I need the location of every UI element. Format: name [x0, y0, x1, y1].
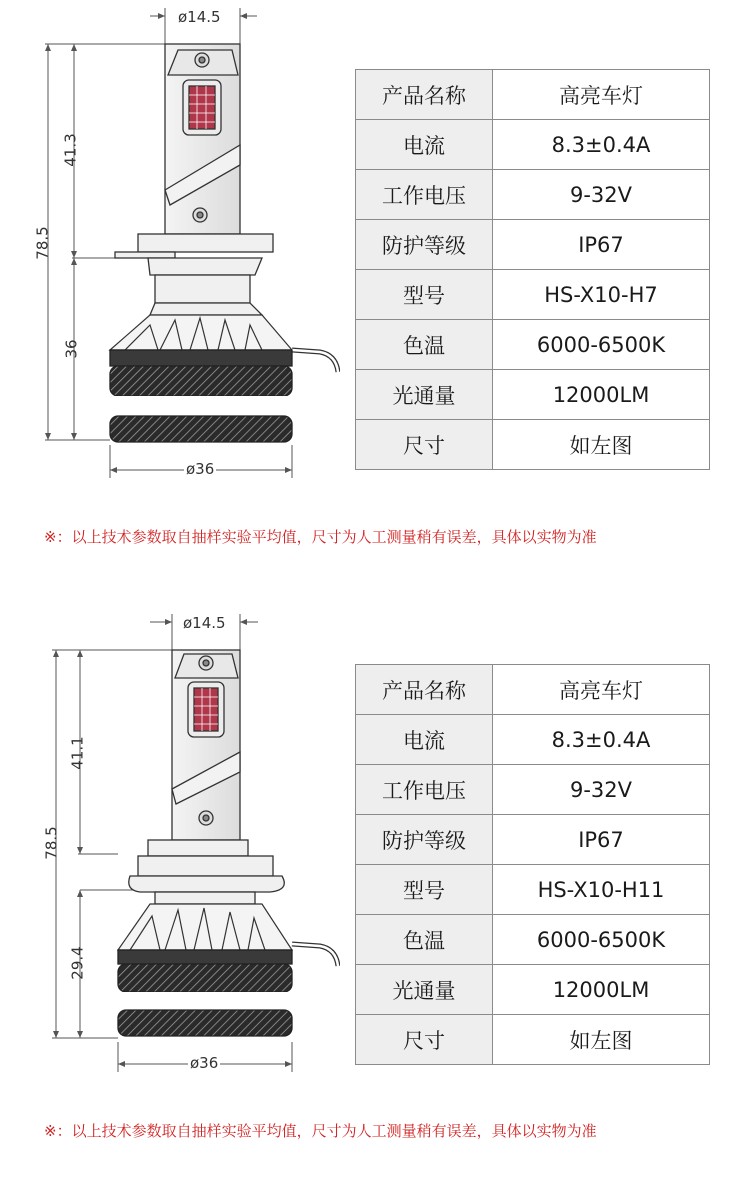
bottom-width-label: ø36 — [190, 1054, 219, 1072]
spec-value: IP67 — [493, 815, 710, 865]
spec-value: 如左图 — [493, 1015, 710, 1065]
spec-key: 电流 — [356, 120, 493, 170]
led-chip-body — [165, 44, 240, 234]
spec-key: 型号 — [356, 865, 493, 915]
table-row — [356, 270, 710, 320]
spec-key: 色温 — [356, 915, 493, 965]
table-row — [356, 915, 710, 965]
spec-value: 9-32V — [493, 765, 710, 815]
table-row — [356, 665, 710, 715]
spec-key: 光通量 — [356, 965, 493, 1015]
total-height-label: 78.5 — [33, 226, 52, 260]
spec-key: 型号 — [356, 270, 493, 320]
lower-height-label: 36 — [62, 339, 81, 359]
spec-key: 尺寸 — [356, 420, 493, 470]
spec-value: 如左图 — [493, 420, 710, 470]
table-row — [356, 320, 710, 370]
fan-housing-rings — [110, 350, 292, 442]
heat-sink-fins — [110, 315, 292, 350]
bottom-width-label: ø36 — [186, 460, 215, 478]
spec-table — [355, 69, 710, 470]
spec-value: 12000LM — [493, 965, 710, 1015]
spec-value: 高亮车灯 — [493, 665, 710, 715]
table-row — [356, 715, 710, 765]
spec-key: 产品名称 — [356, 70, 493, 120]
spec-key: 工作电压 — [356, 170, 493, 220]
power-cable — [292, 350, 338, 372]
total-height-label: 78.5 — [42, 826, 61, 860]
lower-height-label: 29.4 — [68, 946, 87, 980]
table-row — [356, 815, 710, 865]
table-row — [356, 120, 710, 170]
product-panel-h11 — [0, 594, 750, 1188]
spec-value: 8.3±0.4A — [493, 715, 710, 765]
table-row — [356, 220, 710, 270]
upper-height-label: 41.1 — [68, 736, 87, 770]
spec-key: 产品名称 — [356, 665, 493, 715]
spec-value: 6000-6500K — [493, 915, 710, 965]
spec-value: 高亮车灯 — [493, 70, 710, 120]
upper-height-label: 41.3 — [61, 133, 80, 167]
spec-key: 尺寸 — [356, 1015, 493, 1065]
table-row — [356, 370, 710, 420]
table-row — [356, 865, 710, 915]
table-row — [356, 765, 710, 815]
spec-value: 6000-6500K — [493, 320, 710, 370]
disclaimer-note: ※：以上技术参数取自抽样实验平均值，尺寸为人工测量稍有误差，具体以实物为准 — [44, 1122, 597, 1140]
spec-key: 工作电压 — [356, 765, 493, 815]
top-width-label: ø14.5 — [183, 614, 226, 632]
base-flange — [115, 234, 273, 315]
top-width-label: ø14.5 — [178, 8, 221, 26]
table-row — [356, 70, 710, 120]
table-row — [356, 170, 710, 220]
base-flange — [129, 840, 285, 904]
spec-key: 色温 — [356, 320, 493, 370]
spec-value: 9-32V — [493, 170, 710, 220]
table-row — [356, 965, 710, 1015]
spec-key: 防护等级 — [356, 220, 493, 270]
heat-sink-fins — [118, 904, 292, 950]
spec-value: IP67 — [493, 220, 710, 270]
spec-value: HS-X10-H11 — [493, 865, 710, 915]
spec-key: 光通量 — [356, 370, 493, 420]
spec-key: 电流 — [356, 715, 493, 765]
spec-value: HS-X10-H7 — [493, 270, 710, 320]
spec-key: 防护等级 — [356, 815, 493, 865]
table-row — [356, 1015, 710, 1065]
power-cable — [292, 944, 338, 966]
disclaimer-note: ※：以上技术参数取自抽样实验平均值，尺寸为人工测量稍有误差，具体以实物为准 — [44, 528, 597, 546]
table-row — [356, 420, 710, 470]
spec-value: 12000LM — [493, 370, 710, 420]
spec-value: 8.3±0.4A — [493, 120, 710, 170]
spec-table — [355, 664, 710, 1065]
led-chip-body — [172, 650, 240, 840]
fan-housing-rings — [118, 950, 292, 1036]
